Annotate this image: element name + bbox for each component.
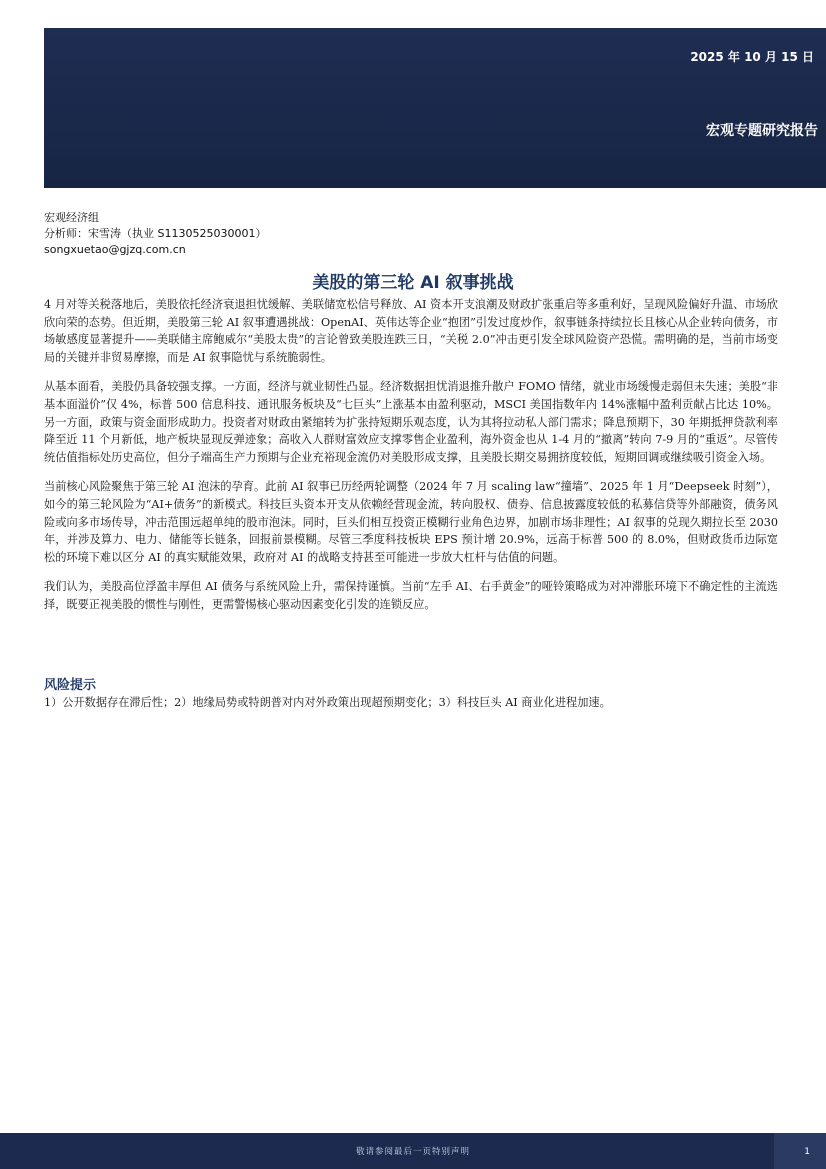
research-group: 宏观经济组 — [44, 211, 99, 224]
disclaimer-note: 敬请参阅最后一页特别声明 — [355, 1147, 470, 1157]
footer-bar — [0, 1133, 826, 1169]
paragraph-risk-analysis: 当前核心风险聚焦于第三轮 AI 泡沫的孕育。此前 AI 叙事已历经两轮调整（2024 年 7 月 scaling law“撞墙”、2025 年 1 月“Deepseek 时刻”），如今的第三轮风险为“AI+债务”的新模式。科技巨头资本开支从依赖经营现金流，转向股权、债券、信息披露度较低的私募信贷等外部融资，债务风险或向多市场传导，冲击范围远超单纯的股市泡沫。同时，巨头们相互投资正模糊行业角色边界，加剧市场非理性；AI 叙事的兑现久期拉长至 2030 年，并涉及算力、电力、储能等长链条，回报前景模糊。尽管三季度科技板块 EPS 预计增 20.9%，远高于标普 500 的 8.0%，但财政货币边际宽松的环境下难以区分 AI 的真实赋能效果，政府对 AI 的战略支持甚至可能进一步放大杠杆与估值的问题。 — [44, 480, 778, 564]
analyst-name: 分析师：宋雪涛（执业 S1130525030001） — [44, 227, 267, 240]
page-number: 1 — [804, 1147, 810, 1157]
analyst-email[interactable]: songxuetao@gjzq.com.cn — [44, 243, 186, 256]
report-date: 2025 年 10 月 15 日 — [690, 50, 814, 64]
paragraph-conclusion: 我们认为，美股高位浮盈丰厚但 AI 债务与系统风险上升，需保持谨慎。当前“左手 AI、右手黄金”的哑铃策略成为对冲滞胀环境下不确定性的主流选择，既要正视美股的惯性与刚性，更需警惕核心驱动因素变化引发的连锁反应。 — [44, 580, 778, 611]
risk-heading: 风险提示 — [44, 678, 97, 693]
header-banner — [44, 28, 826, 188]
author-info — [44, 210, 266, 258]
page-number-box — [774, 1133, 826, 1169]
report-type: 宏观专题研究报告 — [706, 123, 818, 139]
document-title: 美股的第三轮 AI 叙事挑战 — [312, 273, 514, 293]
paragraph-fundamentals: 从基本面看，美股仍具备较强支撑。一方面，经济与就业韧性凸显。经济数据担忧消退推升散户 FOMO 情绪，就业市场缓慢走弱但未失速；美股“非基本面溢价”仅 4%，标普 500 信息科技、通讯服务板块及“七巨头”上涨基本由盈利驱动，MSCI 美国指数年内 14%涨幅中盈利贡献占比达 10%。另一方面，政策与资金面形成助力。投资者对财政由紧缩转为扩张持短期乐观态度，认为其将拉动私人部门需求；降息预期下，30 年期抵押贷款利率降至近 11 个月新低，地产板块显现反弹迹象；高收入人群财富效应支撑零售企业盈利，海外资金也从 1-4 月的“撤离”转向 7-9 月的“重返”。尽管传统估值指标处历史高位，但分子端高生产力预期与企业充裕现金流仍对美股形成支撑，且美股长期交易拥挤度较低，短期回调或继续吸引资金入场。 — [44, 380, 778, 464]
paragraph-intro: 4 月对等关税落地后，美股依托经济衰退担忧缓解、美联储宽松信号释放、AI 资本开支浪潮及财政扩张重启等多重利好，呈现风险偏好升温、市场欣欣向荣的态势。但近期，美股第三轮 AI 叙事遭遇挑战：OpenAI、英伟达等企业“抱团”引发过度炒作，叙事链条持续拉长且核心从企业转向债务，市场敏感度显著提升——美联储主席鲍威尔“美股太贵”的言论曾致美股连跌三日，“关税 2.0”冲击更引发全球风险资产恐慌。需明确的是，当前市场变局的关键并非贸易摩擦，而是 AI 叙事隐忧与系统脆弱性。 — [44, 298, 778, 364]
risk-text: 1）公开数据存在滞后性；2）地缘局势或特朗普对内对外政策出现超预期变化；3）科技巨头 AI 商业化进程加速。 — [44, 696, 611, 709]
report-body — [44, 296, 778, 626]
